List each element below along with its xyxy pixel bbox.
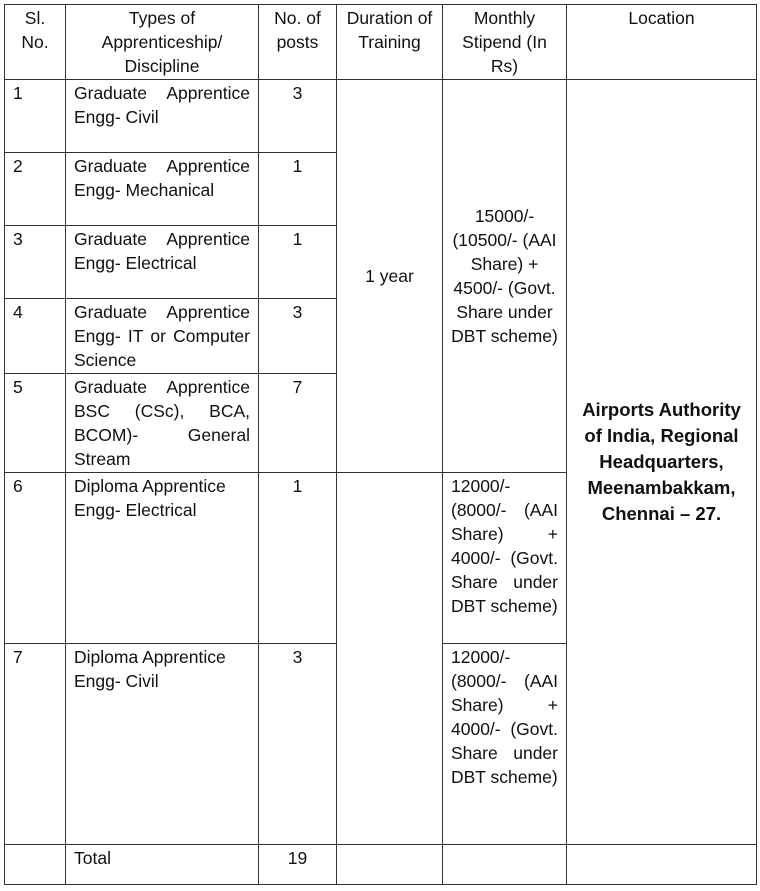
type-cell: Graduate Apprentice Engg- Electrical <box>66 226 259 299</box>
stipend-diploma-electrical-cell: 12000/- (8000/- (AAI Share) + 4000/- (Govt. Share under DBT scheme) <box>443 473 567 644</box>
posts-cell: 3 <box>259 80 337 153</box>
total-empty-cell <box>5 845 66 885</box>
total-value: 19 <box>259 845 337 885</box>
type-cell: Graduate Apprentice BSC (CSc), BCA, BCOM)- General Stream <box>66 374 259 473</box>
apprenticeship-table <box>4 4 757 885</box>
header-row <box>5 5 757 80</box>
type-cell: Graduate Apprentice Engg- Mechanical <box>66 153 259 226</box>
posts-cell: 1 <box>259 473 337 644</box>
stipend-graduate-cell: 15000/- (10500/- (AAI Share) + 4500/- (Govt. Share under DBT scheme) <box>443 80 567 473</box>
posts-cell: 7 <box>259 374 337 473</box>
total-empty-cell <box>567 845 757 885</box>
total-empty-cell <box>443 845 567 885</box>
type-cell: Graduate Apprentice Engg- IT or Computer Science <box>66 299 259 374</box>
type-cell: Graduate Apprentice Engg- Civil <box>66 80 259 153</box>
type-cell: Diploma Apprentice Engg- Electrical <box>66 473 259 644</box>
posts-cell: 3 <box>259 644 337 845</box>
duration-empty-cell <box>337 473 443 845</box>
posts-cell: 1 <box>259 226 337 299</box>
sl-no-cell: 6 <box>5 473 66 644</box>
sl-no-cell: 7 <box>5 644 66 845</box>
header-stipend: Monthly Stipend (In Rs) <box>443 5 567 80</box>
header-sl-no: Sl. No. <box>5 5 66 80</box>
total-row <box>5 845 757 885</box>
total-label: Total <box>66 845 259 885</box>
header-duration: Duration of Training <box>337 5 443 80</box>
sl-no-cell: 3 <box>5 226 66 299</box>
duration-cell: 1 year <box>337 80 443 473</box>
header-posts: No. of posts <box>259 5 337 80</box>
location-cell: Airports Authority of India, Regional Headquarters, Meenambakkam, Chennai – 27. <box>567 80 757 845</box>
sl-no-cell: 4 <box>5 299 66 374</box>
sl-no-cell: 2 <box>5 153 66 226</box>
total-empty-cell <box>337 845 443 885</box>
table-row <box>5 80 757 153</box>
posts-cell: 1 <box>259 153 337 226</box>
type-cell: Diploma Apprentice Engg- Civil <box>66 644 259 845</box>
stipend-diploma-civil-cell: 12000/- (8000/- (AAI Share) + 4000/- (Govt. Share under DBT scheme) <box>443 644 567 845</box>
sl-no-cell: 1 <box>5 80 66 153</box>
posts-cell: 3 <box>259 299 337 374</box>
header-type: Types of Apprenticeship/ Discipline <box>66 5 259 80</box>
header-location: Location <box>567 5 757 80</box>
sl-no-cell: 5 <box>5 374 66 473</box>
